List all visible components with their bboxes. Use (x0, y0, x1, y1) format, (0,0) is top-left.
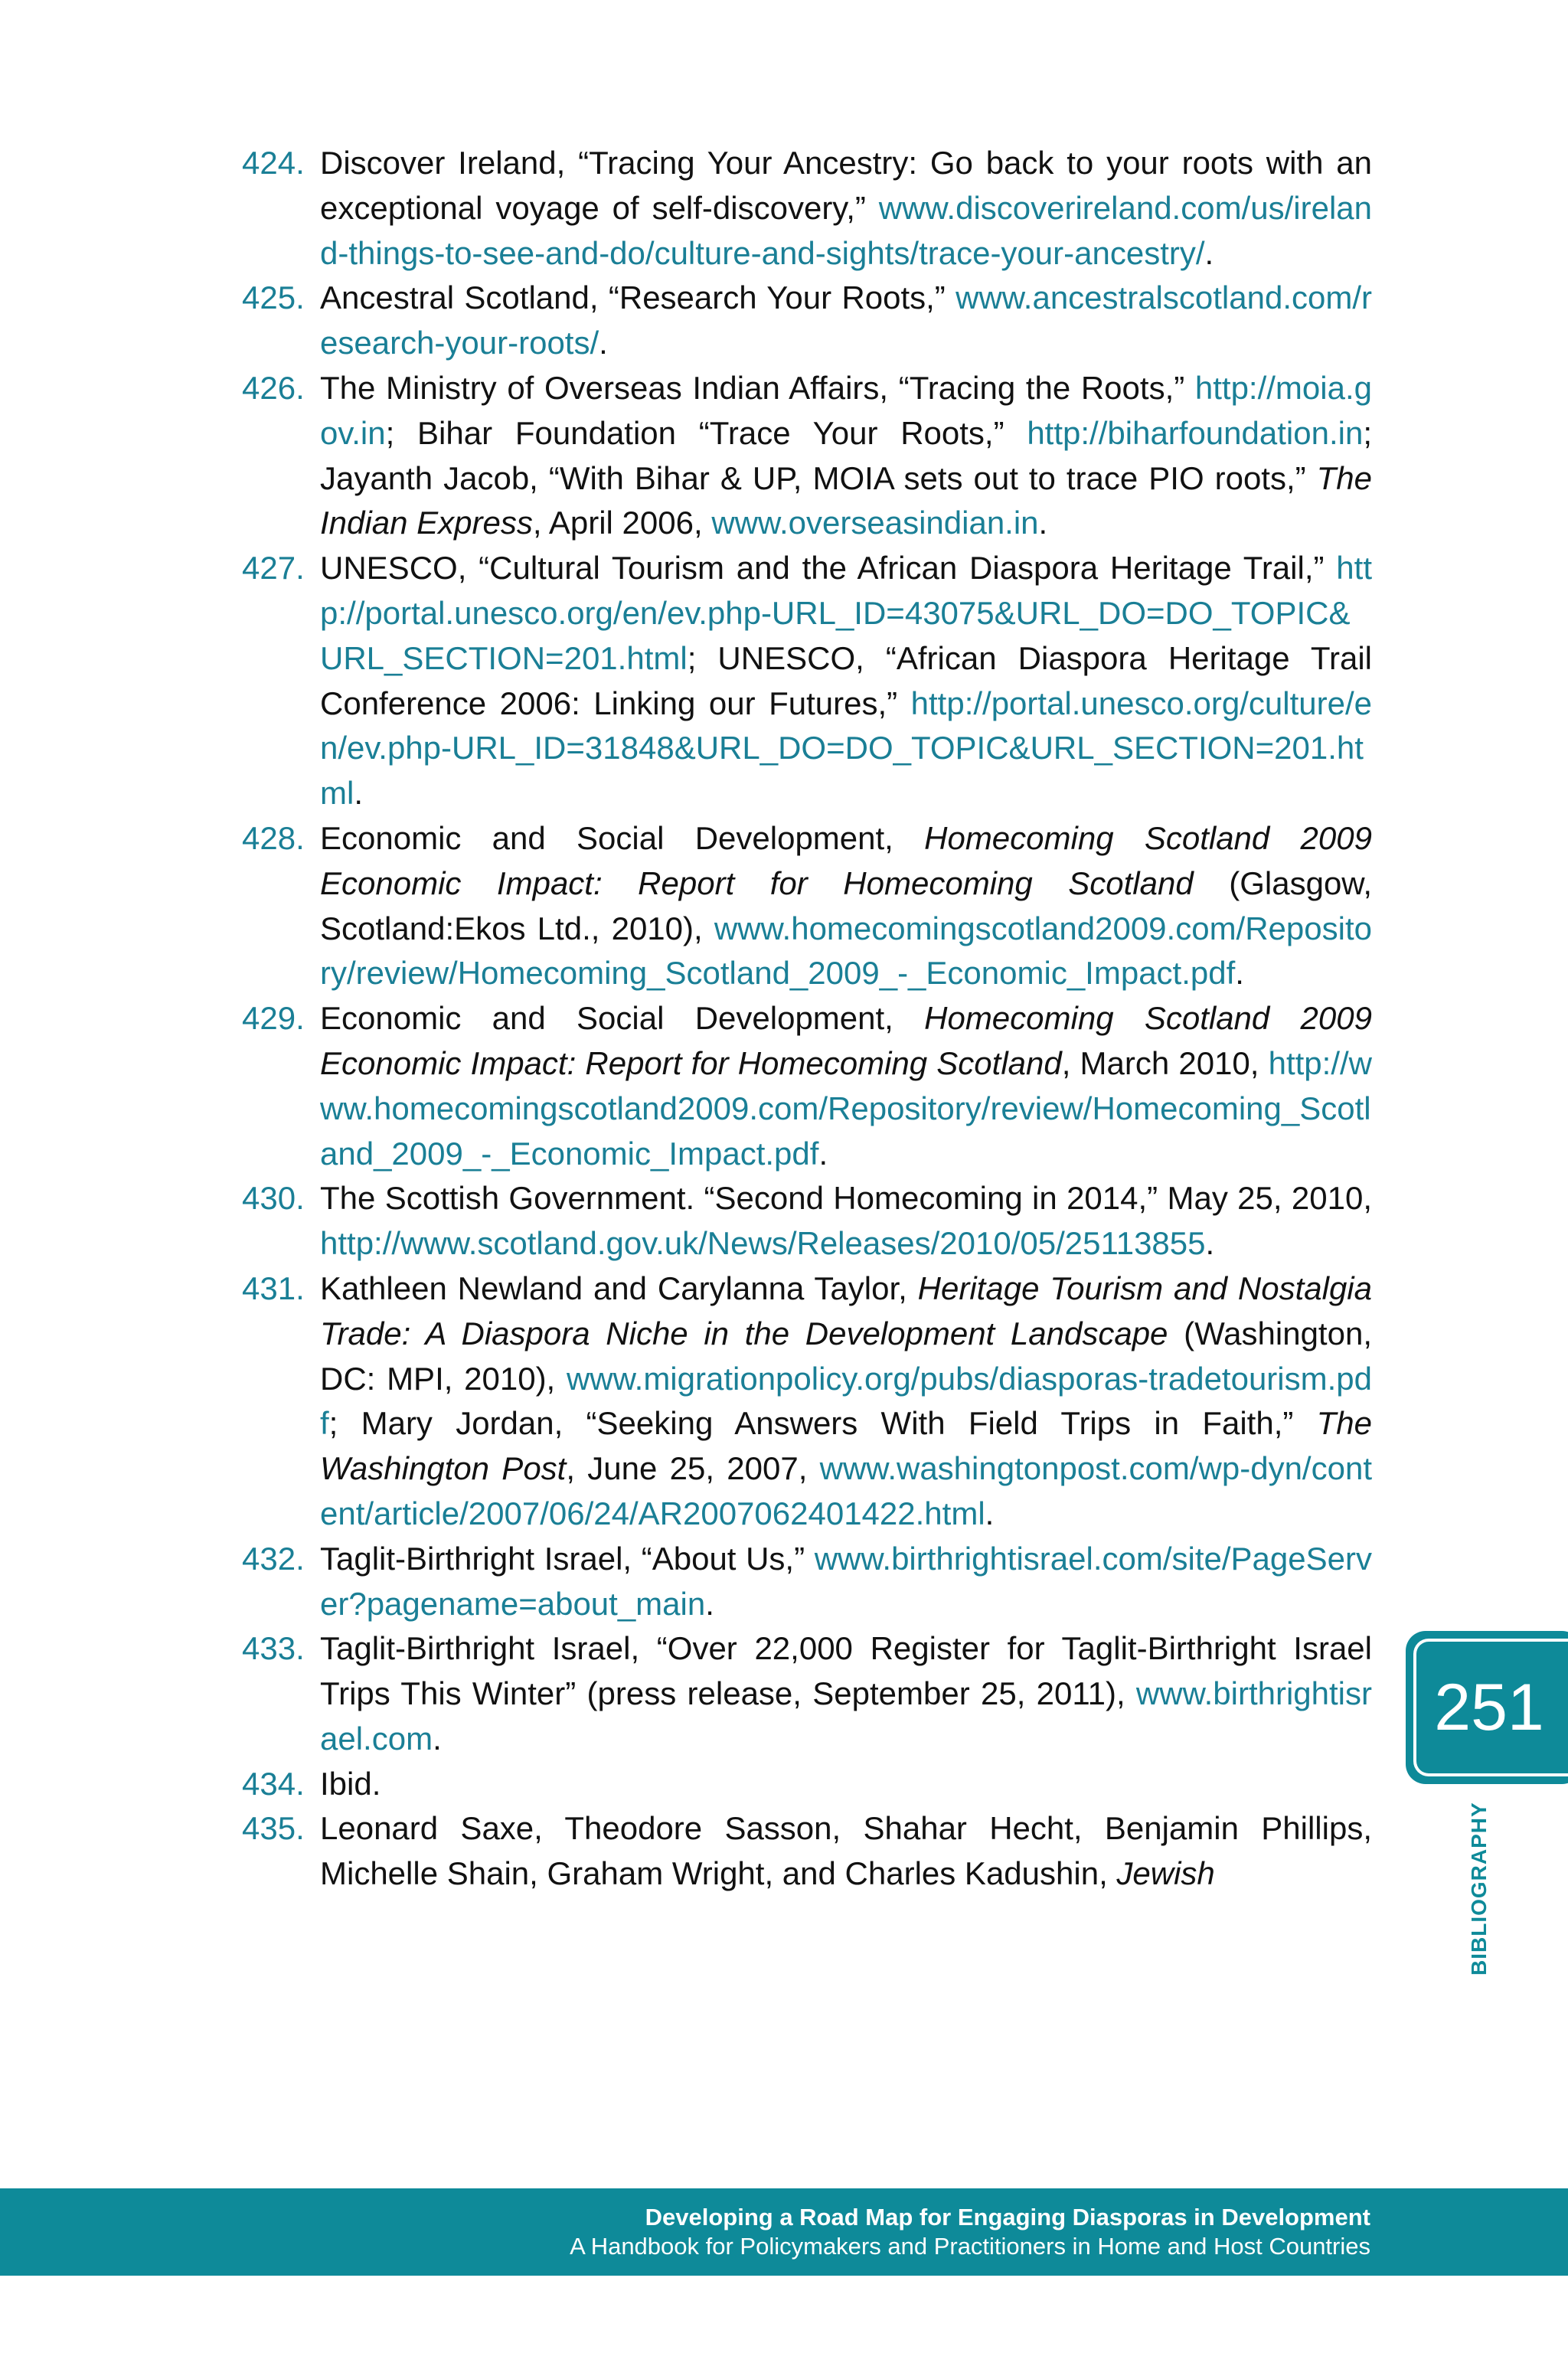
endnote-item (242, 1626, 1372, 1761)
endnote-link[interactable]: http://portal.unesco.org/culture/en/ev.php-URL_ID=31848&URL_DO=DO_TOPIC&URL_SECTION=201.html (320, 685, 1372, 812)
endnote-link[interactable]: http://www.homecomingscotland2009.com/Repository/review/Homecoming_Scotland_2009_-_Economic_Impact.pdf (320, 1044, 1372, 1172)
endnote-number: 428. (242, 819, 305, 856)
endnote-item (242, 366, 1372, 546)
footer-bar (0, 2188, 1568, 2276)
endnote-text (320, 1626, 1372, 1761)
endnote-text (320, 1762, 1372, 1807)
endnote-text-run: . (1204, 234, 1214, 271)
endnote-text-run: ; Bihar Foundation “Trace Your Roots,” (385, 414, 1027, 451)
endnote-text (320, 141, 1372, 276)
endnote-link[interactable]: http://www.scotland.gov.uk/News/Releases/2010/05/25113855 (320, 1225, 1206, 1262)
endnote-text-run: . (1038, 505, 1048, 541)
page-number-frame (1413, 1639, 1568, 1776)
endnote-italic-title: The Indian Express (320, 459, 1372, 541)
endnote-number: 427. (242, 550, 305, 587)
endnote-text (320, 1806, 1372, 1897)
endnote-item (242, 816, 1372, 996)
endnote-number: 435. (242, 1810, 305, 1847)
endnote-link[interactable]: http://biharfoundation.in (1027, 414, 1364, 451)
endnote-text-run: , April 2006, (532, 505, 712, 541)
endnote-text (320, 1176, 1372, 1266)
endnote-text (320, 546, 1372, 816)
endnote-link[interactable]: www.homecomingscotland2009.com/Repository/review/Homecoming_Scotland_2009_-_Economic_Impact.pdf (320, 910, 1372, 992)
endnote-number: 430. (242, 1180, 305, 1217)
endnote-text-run: , March 2010, (1061, 1044, 1269, 1081)
endnote-text-run: . (818, 1135, 828, 1172)
endnote-text (320, 996, 1372, 1176)
endnote-text-run: Economic and Social Development, (320, 819, 925, 856)
endnote-text-run: (Glasgow, Scotland:Ekos Ltd., 2010), (320, 864, 1372, 946)
endnote-italic-title: Jewish (1116, 1855, 1215, 1892)
endnote-item (242, 546, 1372, 816)
endnote-text-run: Economic and Social Development, (320, 1000, 925, 1037)
endnote-text-run: . (599, 325, 608, 361)
endnote-text-run: Discover Ireland, “Tracing Your Ancestry: Go back to your roots with an exceptional voyage of self-discovery,” (320, 145, 1372, 226)
endnote-text-run: . (1205, 1225, 1215, 1262)
endnote-text (320, 816, 1372, 996)
footer-book-title: Developing a Road Map for Engaging Diasporas in Development (645, 2204, 1370, 2230)
endnote-text-run: ; UNESCO, “African Diaspora Heritage Trail Conference 2006: Linking our Futures,” (320, 639, 1372, 721)
endnote-text-run: ; Mary Jordan, “Seeking Answers With Field Trips in Faith,” (328, 1405, 1317, 1442)
endnote-number: 434. (242, 1765, 305, 1802)
endnote-text-run: Leonard Saxe, Theodore Sasson, Shahar Hecht, Benjamin Phillips, Michelle Shain, Graham Wright, and Charles Kadushin, (320, 1810, 1372, 1892)
endnote-italic-title: The Washington Post (320, 1405, 1372, 1487)
footer-book-subtitle: A Handbook for Policymakers and Practitioners in Home and Host Countries (570, 2233, 1370, 2260)
endnote-item (242, 276, 1372, 366)
page-number: 251 (1434, 1670, 1544, 1744)
endnote-text-run: Ibid. (320, 1765, 381, 1802)
endnote-item (242, 1176, 1372, 1266)
endnote-text-run: (Washington, DC: MPI, 2010), (320, 1315, 1372, 1397)
endnote-item (242, 1806, 1372, 1897)
endnote-link[interactable]: www.birthrightisrael.com (320, 1675, 1372, 1757)
endnote-link[interactable]: http://moia.gov.in (320, 369, 1372, 451)
endnote-item (242, 996, 1372, 1176)
endnote-text-run: . (705, 1585, 714, 1622)
endnote-text-run: . (354, 775, 363, 812)
endnote-link[interactable]: www.overseasindian.in (711, 505, 1039, 541)
endnote-text-run: . (1235, 955, 1244, 992)
endnote-text-run: . (433, 1720, 442, 1757)
endnote-text (320, 276, 1372, 366)
endnote-text-run: UNESCO, “Cultural Tourism and the African Diaspora Heritage Trail,” (320, 550, 1337, 587)
endnote-link[interactable]: www.discoverireland.com/us/ireland-things-to-see-and-do/culture-and-sights/trace-your-ancestry/ (320, 189, 1372, 271)
endnote-link[interactable]: http://portal.unesco.org/en/ev.php-URL_ID=43075&URL_DO=DO_TOPIC&URL_SECTION=201.html (320, 550, 1372, 676)
endnote-number: 429. (242, 1000, 305, 1037)
endnote-number: 424. (242, 145, 305, 181)
endnote-text (320, 366, 1372, 546)
endnote-text-run: . (985, 1495, 995, 1531)
section-label-text: BIBLIOGRAPHY (1467, 1802, 1491, 1976)
endnote-link[interactable]: www.washingtonpost.com/wp-dyn/content/article/2007/06/24/AR2007062401422.html (320, 1450, 1372, 1531)
endnote-italic-title: Homecoming Scotland 2009 Economic Impact: Report for Homecoming Scotland (320, 1000, 1372, 1081)
endnote-italic-title: Homecoming Scotland 2009 Economic Impact: Report for Homecoming Scotland (320, 819, 1372, 901)
endnote-link[interactable]: www.birthrightisrael.com/site/PageServer?pagename=about_main (320, 1540, 1372, 1622)
endnote-number: 431. (242, 1270, 305, 1306)
endnote-item (242, 1266, 1372, 1537)
endnote-item (242, 141, 1372, 276)
endnote-item (242, 1762, 1372, 1807)
endnote-number: 425. (242, 279, 305, 316)
endnote-text-run: , June 25, 2007, (566, 1450, 820, 1487)
endnote-text-run: The Ministry of Overseas Indian Affairs, “Tracing the Roots,” (320, 369, 1195, 406)
endnote-link[interactable]: www.ancestralscotland.com/research-your-roots/ (320, 279, 1372, 361)
endnote-number: 426. (242, 369, 305, 406)
endnote-number: 433. (242, 1630, 305, 1667)
endnote-number: 432. (242, 1540, 305, 1577)
endnote-text-run: Taglit-Birthright Israel, “About Us,” (320, 1540, 815, 1577)
endnote-italic-title: Heritage Tourism and Nostalgia Trade: A Diaspora Niche in the Development Landscape (320, 1270, 1372, 1351)
endnote-item (242, 1537, 1372, 1627)
endnote-link[interactable]: www.migrationpolicy.org/pubs/diasporas-tradetourism.pdf (320, 1360, 1372, 1442)
endnote-text-run: ; Jayanth Jacob, “With Bihar & UP, MOIA sets out to trace PIO roots,” (320, 414, 1372, 496)
endnote-text-run: Taglit-Birthright Israel, “Over 22,000 Register for Taglit-Birthright Israel Trips This Winter” (press release, September 25, 2011), (320, 1630, 1372, 1712)
endnotes-list (242, 141, 1372, 1897)
endnote-text-run: Kathleen Newland and Carylanna Taylor, (320, 1270, 918, 1306)
endnote-text (320, 1537, 1372, 1627)
endnote-text-run: Ancestral Scotland, “Research Your Roots,” (320, 279, 956, 316)
endnote-text (320, 1266, 1372, 1537)
endnote-text-run: The Scottish Government. “Second Homecoming in 2014,” May 25, 2010, (320, 1180, 1372, 1217)
